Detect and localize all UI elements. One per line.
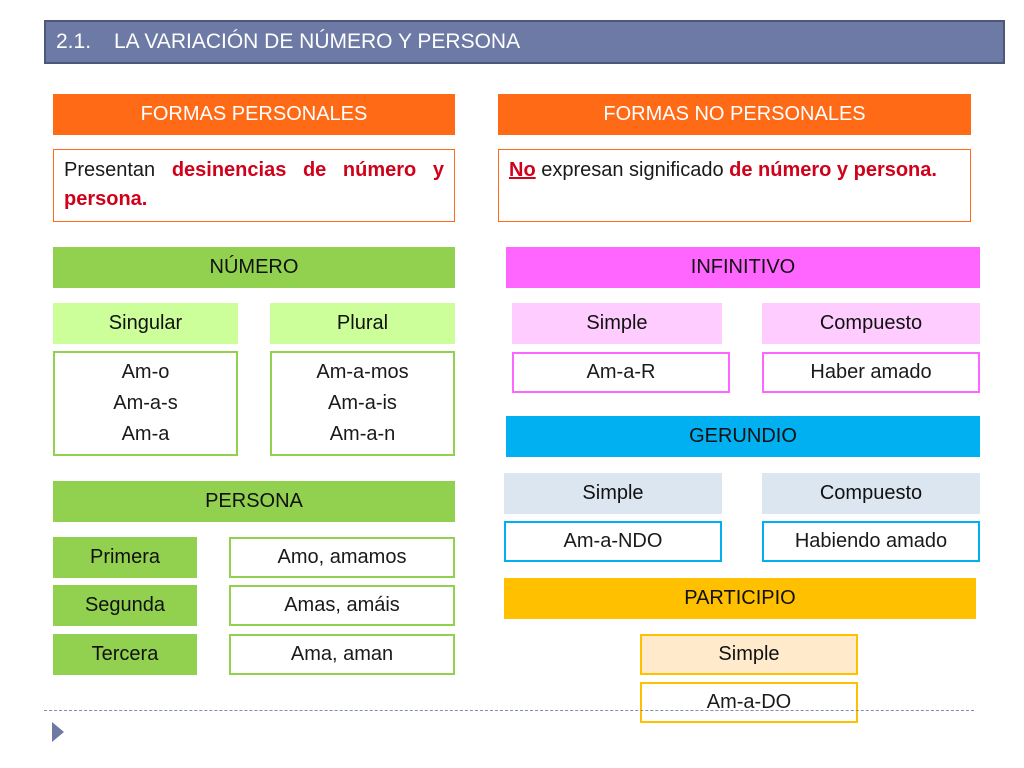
no-personales-desc-highlight: de número y persona. — [729, 159, 937, 181]
infinitivo-compuesto-label: Compuesto — [819, 312, 923, 334]
persona-row-segunda-label — [53, 585, 197, 626]
numero-header — [53, 247, 455, 288]
gerundio-simple-label-box — [504, 473, 722, 514]
infinitivo-simple-example-box — [512, 352, 730, 393]
infinitivo-compuesto-example-box — [762, 352, 980, 393]
formas-no-personales-description — [498, 149, 971, 222]
plural-example-2: Am-a-is — [328, 392, 397, 414]
gerundio-simple-example-box — [504, 521, 722, 562]
formas-personales-header — [53, 94, 455, 135]
plural-examples — [270, 351, 455, 456]
numero-header-label: NÚMERO — [209, 256, 299, 278]
persona-row-tercera-label — [53, 634, 197, 675]
singular-label: Singular — [108, 312, 183, 334]
gerundio-compuesto-label-box — [762, 473, 980, 514]
singular-example-2: Am-a-s — [113, 392, 178, 414]
singular-example-3: Am-a — [121, 423, 170, 445]
persona-segunda-example: Amas, amáis — [284, 594, 400, 616]
persona-tercera-example: Ama, aman — [290, 643, 394, 665]
participio-simple-label: Simple — [718, 643, 780, 665]
no-personales-desc-plain: expresan significado — [535, 159, 730, 181]
participio-header — [504, 578, 976, 619]
formas-no-personales-header-label: FORMAS NO PERSONALES — [603, 103, 866, 125]
persona-primera-label: Primera — [89, 546, 160, 568]
persona-row-segunda-example — [229, 585, 455, 626]
gerundio-simple-label: Simple — [582, 482, 644, 504]
plural-example-1: Am-a-mos — [316, 361, 409, 383]
singular-label-box — [53, 303, 238, 344]
singular-example-1: Am-o — [121, 361, 170, 383]
plural-label: Plural — [336, 312, 389, 334]
gerundio-compuesto-label: Compuesto — [819, 482, 923, 504]
gerundio-compuesto-example-box — [762, 521, 980, 562]
infinitivo-compuesto-label-box — [762, 303, 980, 344]
formas-no-personales-header — [498, 94, 971, 135]
personales-desc-plain: Presentan — [64, 159, 172, 181]
persona-header-label: PERSONA — [205, 490, 303, 512]
participio-simple-example: Am-a-DO — [706, 691, 792, 713]
persona-row-tercera-example — [229, 634, 455, 675]
infinitivo-header — [506, 247, 980, 288]
participio-header-label: PARTICIPIO — [684, 587, 796, 609]
no-personales-desc-no: No — [509, 159, 536, 181]
persona-row-primera-example — [229, 537, 455, 578]
persona-row-primera-label — [53, 537, 197, 578]
slide-title-text: LA VARIACIÓN DE NÚMERO Y PERSONA — [114, 30, 521, 53]
formas-personales-header-label: FORMAS PERSONALES — [140, 103, 368, 125]
gerundio-header-label: GERUNDIO — [689, 425, 797, 447]
slide-title — [44, 20, 1005, 64]
personales-desc-highlight: desinencias de número y persona. — [64, 159, 444, 210]
infinitivo-simple-label-box — [512, 303, 722, 344]
slide-title-number: 2.1. — [56, 30, 92, 53]
persona-primera-example: Amo, amamos — [277, 546, 407, 568]
gerundio-compuesto-example: Habiendo amado — [794, 530, 948, 552]
participio-simple-label-box — [640, 634, 858, 675]
persona-header — [53, 481, 455, 522]
plural-label-box — [270, 303, 455, 344]
infinitivo-compuesto-example: Haber amado — [810, 361, 932, 383]
play-triangle-icon — [52, 722, 64, 742]
persona-segunda-label: Segunda — [84, 594, 166, 616]
footer-divider — [44, 710, 974, 711]
infinitivo-simple-label: Simple — [586, 312, 648, 334]
persona-tercera-label: Tercera — [91, 643, 159, 665]
gerundio-header — [506, 416, 980, 457]
singular-examples — [53, 351, 238, 456]
infinitivo-header-label: INFINITIVO — [690, 256, 796, 278]
gerundio-simple-example: Am-a-NDO — [563, 530, 663, 552]
formas-personales-description — [53, 149, 455, 222]
plural-example-3: Am-a-n — [329, 423, 396, 445]
infinitivo-simple-example: Am-a-R — [586, 361, 656, 383]
participio-simple-example-box — [640, 682, 858, 723]
